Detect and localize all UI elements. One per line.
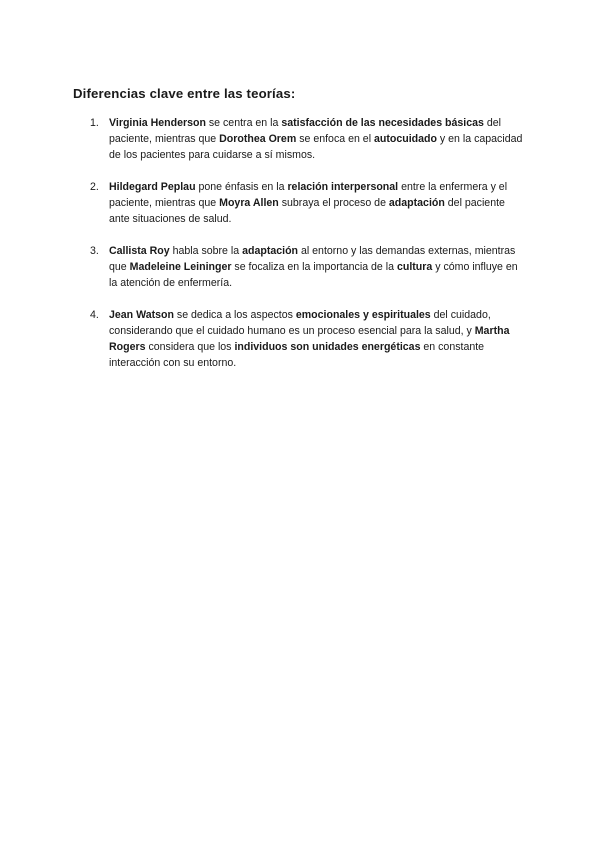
- document-heading: Diferencias clave entre las teorías:: [73, 86, 296, 101]
- emphasized-term: Martha Rogers: [109, 325, 510, 353]
- emphasized-term: Virginia Henderson: [109, 117, 206, 129]
- text-segment: del paciente ante situaciones de salud.: [109, 197, 505, 225]
- emphasized-term: Jean Watson: [109, 309, 174, 321]
- text-segment: se enfoca en el: [296, 133, 374, 145]
- list-item-number: 2.: [90, 181, 99, 193]
- emphasized-term: Dorothea Orem: [219, 133, 297, 145]
- list-item-number: 4.: [90, 309, 99, 321]
- list-item-text: [109, 117, 522, 161]
- emphasized-term: satisfacción de las necesidades básicas: [281, 117, 484, 129]
- emphasized-term: relación interpersonal: [287, 181, 399, 193]
- list-item-number: 3.: [90, 245, 99, 257]
- text-segment: subraya el proceso de: [278, 197, 389, 209]
- theory-differences-list: [0, 115, 600, 387]
- text-segment: habla sobre la: [169, 245, 243, 257]
- list-item-text: [109, 181, 507, 225]
- list-item: [0, 243, 600, 291]
- text-segment: y en la capacidad de los pacientes para cuidarse a sí mismos.: [109, 133, 523, 161]
- emphasized-term: Hildegard Peplau: [109, 181, 196, 193]
- text-segment: se dedica a los aspectos: [173, 309, 296, 321]
- emphasized-term: individuos son unidades energéticas: [234, 341, 421, 353]
- emphasized-term: Madeleine Leininger: [129, 261, 232, 273]
- emphasized-term: cultura: [396, 261, 433, 273]
- text-segment: del cuidado, considerando que el cuidado humano es un proceso esencial para la salud, y: [109, 309, 491, 337]
- emphasized-term: Moyra Allen: [219, 197, 279, 209]
- emphasized-term: autocuidado: [374, 133, 437, 145]
- list-item-number: 1.: [90, 117, 99, 129]
- emphasized-term: Callista Roy: [109, 245, 170, 257]
- text-segment: se centra en la: [205, 117, 282, 129]
- text-segment: se focaliza en la importancia de la: [231, 261, 397, 273]
- emphasized-term: emocionales y espirituales: [295, 309, 431, 321]
- list-item: [0, 115, 600, 163]
- text-segment: en constante interacción con su entorno.: [109, 341, 485, 369]
- list-item: [0, 307, 600, 371]
- list-item: [0, 179, 600, 227]
- text-segment: al entorno y las demandas externas, mientras que: [109, 245, 516, 273]
- list-item-text: [109, 245, 518, 289]
- text-segment: y cómo influye en la atención de enfermería.: [109, 261, 518, 289]
- text-segment: entre la enfermera y el paciente, mientras que: [109, 181, 508, 209]
- emphasized-term: adaptación: [242, 245, 299, 257]
- emphasized-term: adaptación: [388, 197, 445, 209]
- text-segment: pone énfasis en la: [195, 181, 288, 193]
- text-segment: del paciente, mientras que: [109, 117, 501, 145]
- text-segment: considera que los: [145, 341, 235, 353]
- list-item-text: [109, 309, 509, 369]
